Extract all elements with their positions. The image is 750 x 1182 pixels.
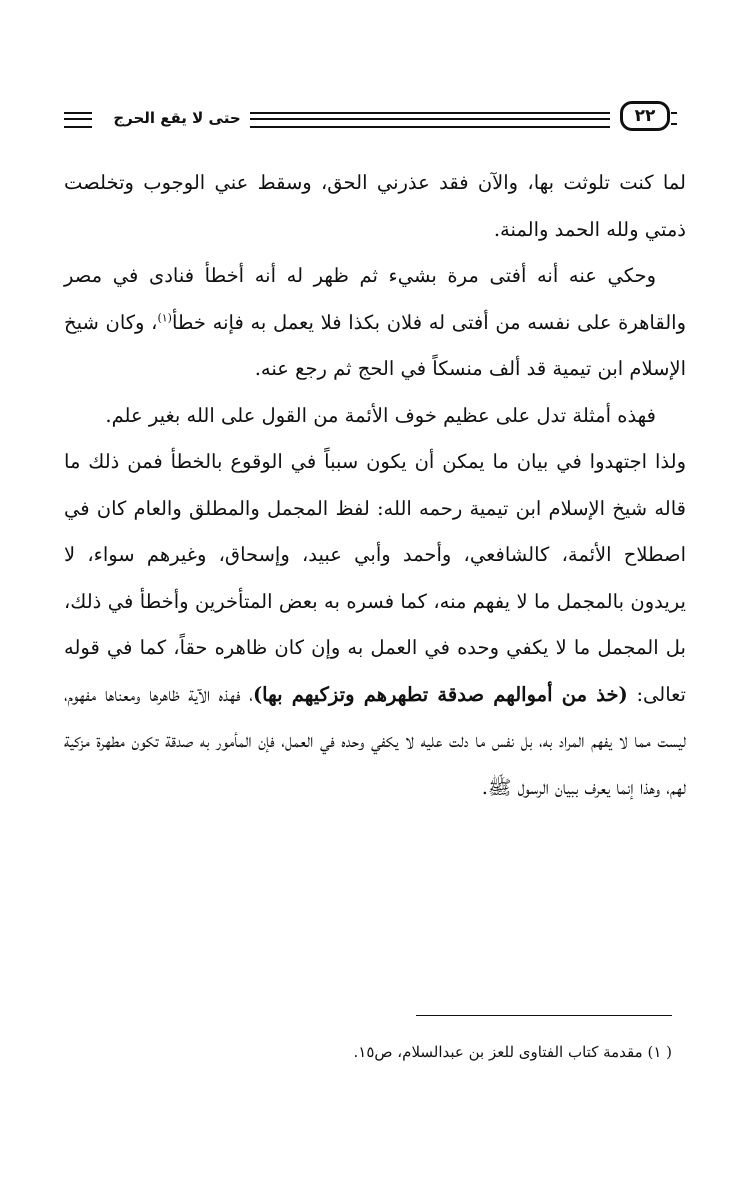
paragraph-2 xyxy=(64,253,686,393)
quran-verse-quote: (خذ من أموالهم صدقة تطهرهم وتزكيهم بها) xyxy=(252,682,628,706)
paragraph-4-after: ، فهذه الآية ظاهرها ومعناها مفهوم، ليست مما لا يفهم المراد به، بل نفس ما دلت عليه لا يكفي وحده في العمل، فإن المأمور به صدقة تكون مطهرة مزكية لهم، وهذا إنما يعرف ببيان الرسول ﷺ. xyxy=(64,682,686,799)
footnote-separator xyxy=(416,1015,672,1016)
header-long-rule xyxy=(250,112,610,128)
footnote-reference: (١) xyxy=(157,311,172,324)
header-short-rule xyxy=(64,112,92,128)
page-header xyxy=(60,100,680,142)
footnote: ( ١) مقدمة كتاب الفتاوى للعز بن عبدالسلام، ص١٥. xyxy=(353,1043,672,1061)
paragraph-4-before: ولذا اجتهدوا في بيان ما يمكن أن يكون سبباً في الوقوع بالخطأ فمن ذلك ما قاله شيخ الإسلام ابن تيمية رحمه الله: لفظ المجمل والمطلق والعام كان في اصطلاح الأئمة، كالشافعي، وأحمد وأبي عبيد، وإسحاق، وغيرهم سواء، لا يريدون بالمجمل ما لا يفهم منه، كما فسره به بعض المتأخرين وأخطأ في ذلك، بل المجمل ما لا يكفي وحده في العمل به وإن كان ظاهره حقاً، كما في قوله تعالى: xyxy=(64,450,686,706)
paragraph-3: فهذه أمثلة تدل على عظيم خوف الأئمة من القول على الله بغير علم. xyxy=(105,403,656,427)
paragraph-2-tail: ، وكان شيخ الإسلام ابن تيمية قد ألف منسكاً في الحج ثم رجع عنه. xyxy=(64,310,686,380)
page-number: ٢٢ xyxy=(620,101,670,131)
running-title: حتى لا يقع الحرج xyxy=(113,109,241,127)
body-text xyxy=(64,160,686,811)
paragraph-1: لما كنت تلوثت بها، والآن فقد عذرني الحق، وسقط عني الوجوب وتخلصت ذمتي ولله الحمد والمنة. xyxy=(64,171,686,241)
paragraph-2-text: وحكي عنه أنه أفتى مرة بشيء ثم ظهر له أنه أخطأ فنادى في مصر والقاهرة على نفسه من أفتى له فلان بكذا فلا يعمل به فإنه خطأ xyxy=(64,264,686,334)
paragraph-4 xyxy=(64,439,686,811)
